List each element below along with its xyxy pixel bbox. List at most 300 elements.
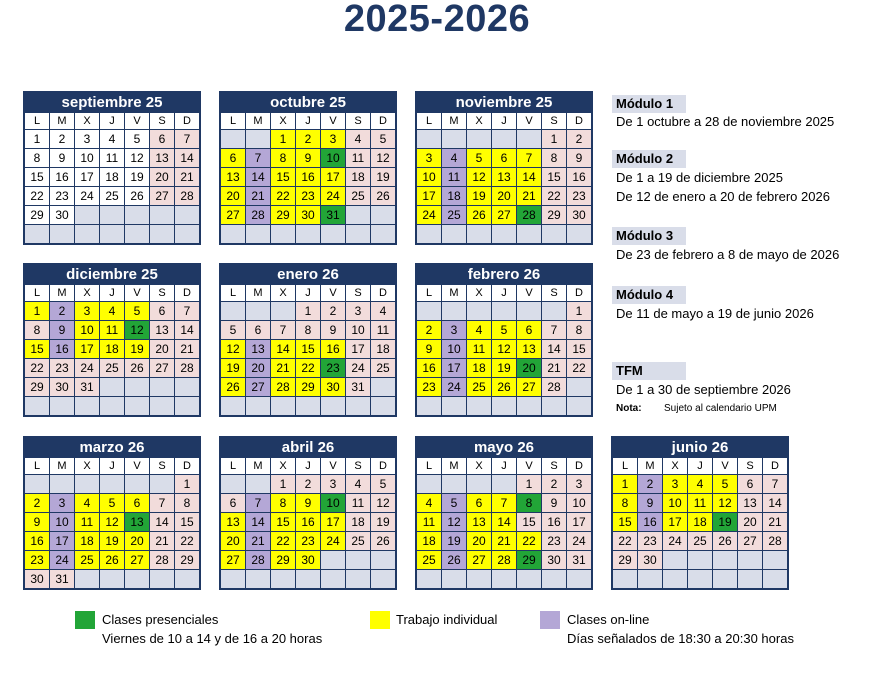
weekday-label: D xyxy=(371,458,395,474)
empty-cell xyxy=(492,397,516,415)
empty-cell xyxy=(296,397,320,415)
day-cell: 4 xyxy=(688,475,712,493)
day-cell: 3 xyxy=(663,475,687,493)
calendar-month xyxy=(219,263,397,417)
legend-swatch-individual xyxy=(370,611,390,629)
month-grid xyxy=(613,458,787,588)
day-cell: 5 xyxy=(492,321,516,339)
month-name: abril 26 xyxy=(221,438,395,458)
day-cell: 19 xyxy=(100,532,124,550)
day-cell: 21 xyxy=(271,359,295,377)
day-cell: 9 xyxy=(296,494,320,512)
day-cell: 8 xyxy=(271,149,295,167)
module-title: TFM xyxy=(612,362,686,380)
day-cell: 8 xyxy=(542,149,566,167)
day-cell: 4 xyxy=(371,302,395,320)
day-cell: 27 xyxy=(246,378,270,396)
day-cell: 17 xyxy=(321,168,345,186)
day-cell: 16 xyxy=(25,532,49,550)
empty-cell xyxy=(75,475,99,493)
day-cell: 11 xyxy=(417,513,441,531)
day-cell: 26 xyxy=(125,359,149,377)
empty-cell xyxy=(271,397,295,415)
day-cell: 2 xyxy=(296,475,320,493)
module-dates: De 1 a 19 de diciembre 2025 xyxy=(616,170,783,185)
day-cell: 21 xyxy=(492,532,516,550)
weekday-label: L xyxy=(417,458,441,474)
day-cell: 29 xyxy=(542,206,566,224)
empty-cell xyxy=(442,302,466,320)
day-cell: 7 xyxy=(175,302,199,320)
day-cell: 26 xyxy=(125,187,149,205)
day-cell: 30 xyxy=(321,378,345,396)
empty-cell xyxy=(271,302,295,320)
weekday-label: S xyxy=(542,113,566,129)
day-cell: 4 xyxy=(100,130,124,148)
empty-cell xyxy=(221,225,245,243)
month-name: marzo 26 xyxy=(25,438,199,458)
day-cell: 21 xyxy=(175,340,199,358)
day-cell: 11 xyxy=(688,494,712,512)
page-title: 2025-2026 xyxy=(343,0,531,40)
weekday-label: X xyxy=(75,113,99,129)
weekday-label: V xyxy=(517,458,541,474)
day-cell: 22 xyxy=(296,359,320,377)
day-cell: 13 xyxy=(246,340,270,358)
day-cell: 2 xyxy=(638,475,662,493)
calendar-month xyxy=(415,436,593,590)
month-name: octubre 25 xyxy=(221,93,395,113)
day-cell: 22 xyxy=(271,532,295,550)
empty-cell xyxy=(175,206,199,224)
day-cell: 17 xyxy=(663,513,687,531)
day-cell: 13 xyxy=(467,513,491,531)
day-cell: 17 xyxy=(417,187,441,205)
weekday-label: V xyxy=(517,285,541,301)
weekday-label: M xyxy=(246,458,270,474)
empty-cell xyxy=(492,302,516,320)
weekday-label: D xyxy=(567,285,591,301)
empty-cell xyxy=(738,570,762,588)
calendar-month xyxy=(23,436,201,590)
month-grid xyxy=(417,113,591,243)
weekday-label: S xyxy=(346,285,370,301)
calendar-month xyxy=(23,91,201,245)
day-cell: 1 xyxy=(25,130,49,148)
empty-cell xyxy=(75,397,99,415)
weekday-label: X xyxy=(467,285,491,301)
empty-cell xyxy=(346,397,370,415)
weekday-label: D xyxy=(371,113,395,129)
day-cell: 23 xyxy=(296,532,320,550)
day-cell: 7 xyxy=(175,130,199,148)
day-cell: 16 xyxy=(417,359,441,377)
day-cell: 16 xyxy=(50,340,74,358)
empty-cell xyxy=(542,225,566,243)
weekday-label: J xyxy=(492,285,516,301)
day-cell: 20 xyxy=(492,187,516,205)
day-cell: 21 xyxy=(150,532,174,550)
day-cell: 23 xyxy=(296,187,320,205)
day-cell: 2 xyxy=(296,130,320,148)
day-cell: 15 xyxy=(25,168,49,186)
empty-cell xyxy=(75,206,99,224)
empty-cell xyxy=(763,551,787,569)
empty-cell xyxy=(25,397,49,415)
empty-cell xyxy=(175,378,199,396)
day-cell: 6 xyxy=(221,494,245,512)
day-cell: 26 xyxy=(492,378,516,396)
day-cell: 10 xyxy=(321,149,345,167)
empty-cell xyxy=(417,225,441,243)
day-cell: 13 xyxy=(738,494,762,512)
empty-cell xyxy=(517,570,541,588)
weekday-label: D xyxy=(175,285,199,301)
day-cell: 11 xyxy=(346,494,370,512)
empty-cell xyxy=(492,570,516,588)
day-cell: 12 xyxy=(492,340,516,358)
day-cell: 4 xyxy=(346,475,370,493)
weekday-label: J xyxy=(492,458,516,474)
empty-cell xyxy=(25,225,49,243)
day-cell: 27 xyxy=(221,551,245,569)
day-cell: 25 xyxy=(75,551,99,569)
empty-cell xyxy=(150,570,174,588)
day-cell: 13 xyxy=(221,168,245,186)
day-cell: 18 xyxy=(417,532,441,550)
weekday-label: L xyxy=(221,458,245,474)
empty-cell xyxy=(221,130,245,148)
weekday-label: M xyxy=(50,113,74,129)
empty-cell xyxy=(175,225,199,243)
day-cell: 24 xyxy=(346,359,370,377)
day-cell: 7 xyxy=(271,321,295,339)
weekday-label: L xyxy=(417,285,441,301)
empty-cell xyxy=(442,570,466,588)
day-cell: 19 xyxy=(713,513,737,531)
empty-cell xyxy=(125,378,149,396)
day-cell: 23 xyxy=(417,378,441,396)
day-cell: 22 xyxy=(25,359,49,377)
day-cell: 3 xyxy=(346,302,370,320)
empty-cell xyxy=(638,570,662,588)
day-cell: 26 xyxy=(713,532,737,550)
empty-cell xyxy=(150,206,174,224)
empty-cell xyxy=(100,206,124,224)
day-cell: 22 xyxy=(613,532,637,550)
day-cell: 29 xyxy=(517,551,541,569)
day-cell: 29 xyxy=(613,551,637,569)
day-cell: 10 xyxy=(321,494,345,512)
empty-cell xyxy=(246,570,270,588)
day-cell: 26 xyxy=(371,187,395,205)
day-cell: 1 xyxy=(296,302,320,320)
day-cell: 30 xyxy=(50,378,74,396)
module-title: Módulo 2 xyxy=(612,150,686,168)
day-cell: 18 xyxy=(442,187,466,205)
weekday-label: J xyxy=(100,458,124,474)
day-cell: 16 xyxy=(638,513,662,531)
weekday-label: J xyxy=(492,113,516,129)
weekday-label: X xyxy=(271,458,295,474)
empty-cell xyxy=(246,475,270,493)
empty-cell xyxy=(50,225,74,243)
empty-cell xyxy=(296,225,320,243)
empty-cell xyxy=(442,225,466,243)
day-cell: 25 xyxy=(371,359,395,377)
weekday-label: L xyxy=(25,285,49,301)
day-cell: 8 xyxy=(25,149,49,167)
day-cell: 13 xyxy=(150,149,174,167)
month-name: noviembre 25 xyxy=(417,93,591,113)
weekday-label: D xyxy=(175,113,199,129)
day-cell: 4 xyxy=(442,149,466,167)
empty-cell xyxy=(442,130,466,148)
day-cell: 24 xyxy=(663,532,687,550)
weekday-label: L xyxy=(417,113,441,129)
weekday-label: M xyxy=(638,458,662,474)
empty-cell xyxy=(517,130,541,148)
day-cell: 9 xyxy=(50,321,74,339)
day-cell: 2 xyxy=(321,302,345,320)
weekday-label: D xyxy=(567,113,591,129)
day-cell: 29 xyxy=(25,206,49,224)
empty-cell xyxy=(738,551,762,569)
empty-cell xyxy=(417,570,441,588)
empty-cell xyxy=(492,475,516,493)
day-cell: 21 xyxy=(542,359,566,377)
month-grid xyxy=(417,285,591,415)
day-cell: 30 xyxy=(50,206,74,224)
day-cell: 10 xyxy=(50,513,74,531)
day-cell: 19 xyxy=(371,513,395,531)
day-cell: 11 xyxy=(100,149,124,167)
day-cell: 6 xyxy=(517,321,541,339)
day-cell: 28 xyxy=(175,359,199,377)
day-cell: 20 xyxy=(221,532,245,550)
day-cell: 11 xyxy=(467,340,491,358)
day-cell: 24 xyxy=(75,187,99,205)
weekday-label: V xyxy=(125,285,149,301)
day-cell: 30 xyxy=(542,551,566,569)
weekday-label: L xyxy=(25,113,49,129)
month-name: febrero 26 xyxy=(417,265,591,285)
day-cell: 18 xyxy=(100,168,124,186)
day-cell: 9 xyxy=(50,149,74,167)
empty-cell xyxy=(321,225,345,243)
day-cell: 10 xyxy=(75,149,99,167)
day-cell: 12 xyxy=(713,494,737,512)
day-cell: 29 xyxy=(271,206,295,224)
empty-cell xyxy=(567,397,591,415)
day-cell: 25 xyxy=(467,378,491,396)
day-cell: 19 xyxy=(371,168,395,186)
day-cell: 20 xyxy=(738,513,762,531)
empty-cell xyxy=(567,378,591,396)
day-cell: 10 xyxy=(75,321,99,339)
day-cell: 2 xyxy=(542,475,566,493)
day-cell: 23 xyxy=(567,187,591,205)
month-grid xyxy=(417,458,591,588)
day-cell: 15 xyxy=(175,513,199,531)
weekday-label: S xyxy=(346,458,370,474)
month-name: enero 26 xyxy=(221,265,395,285)
empty-cell xyxy=(125,475,149,493)
day-cell: 30 xyxy=(296,551,320,569)
empty-cell xyxy=(371,570,395,588)
day-cell: 21 xyxy=(517,187,541,205)
day-cell: 22 xyxy=(271,187,295,205)
weekday-label: L xyxy=(221,113,245,129)
empty-cell xyxy=(246,225,270,243)
weekday-label: M xyxy=(246,285,270,301)
day-cell: 5 xyxy=(125,302,149,320)
calendar-month xyxy=(23,263,201,417)
empty-cell xyxy=(542,302,566,320)
day-cell: 27 xyxy=(467,551,491,569)
day-cell: 30 xyxy=(567,206,591,224)
day-cell: 25 xyxy=(100,187,124,205)
day-cell: 6 xyxy=(492,149,516,167)
day-cell: 14 xyxy=(492,513,516,531)
day-cell: 4 xyxy=(346,130,370,148)
empty-cell xyxy=(763,570,787,588)
day-cell: 20 xyxy=(150,168,174,186)
day-cell: 17 xyxy=(75,168,99,186)
day-cell: 23 xyxy=(638,532,662,550)
day-cell: 3 xyxy=(75,130,99,148)
day-cell: 25 xyxy=(346,187,370,205)
day-cell: 12 xyxy=(221,340,245,358)
empty-cell xyxy=(321,397,345,415)
day-cell: 28 xyxy=(246,206,270,224)
day-cell: 25 xyxy=(417,551,441,569)
day-cell: 27 xyxy=(125,551,149,569)
day-cell: 16 xyxy=(567,168,591,186)
weekday-label: X xyxy=(467,458,491,474)
empty-cell xyxy=(467,570,491,588)
day-cell: 18 xyxy=(346,513,370,531)
day-cell: 25 xyxy=(100,359,124,377)
day-cell: 7 xyxy=(246,149,270,167)
day-cell: 15 xyxy=(296,340,320,358)
empty-cell xyxy=(467,225,491,243)
day-cell: 17 xyxy=(50,532,74,550)
day-cell: 19 xyxy=(442,532,466,550)
day-cell: 1 xyxy=(542,130,566,148)
day-cell: 8 xyxy=(271,494,295,512)
day-cell: 20 xyxy=(150,340,174,358)
day-cell: 11 xyxy=(346,149,370,167)
weekday-label: S xyxy=(150,113,174,129)
day-cell: 15 xyxy=(271,168,295,186)
day-cell: 14 xyxy=(175,321,199,339)
day-cell: 18 xyxy=(100,340,124,358)
day-cell: 28 xyxy=(542,378,566,396)
empty-cell xyxy=(417,130,441,148)
day-cell: 31 xyxy=(50,570,74,588)
empty-cell xyxy=(417,302,441,320)
day-cell: 24 xyxy=(321,187,345,205)
day-cell: 2 xyxy=(25,494,49,512)
day-cell: 20 xyxy=(467,532,491,550)
day-cell: 25 xyxy=(346,532,370,550)
day-cell: 4 xyxy=(417,494,441,512)
empty-cell xyxy=(125,570,149,588)
day-cell: 28 xyxy=(175,187,199,205)
day-cell: 23 xyxy=(50,359,74,377)
module-title: Módulo 3 xyxy=(612,227,686,245)
day-cell: 3 xyxy=(75,302,99,320)
empty-cell xyxy=(417,475,441,493)
empty-cell xyxy=(346,551,370,569)
weekday-label: L xyxy=(25,458,49,474)
empty-cell xyxy=(688,570,712,588)
weekday-label: V xyxy=(125,113,149,129)
day-cell: 12 xyxy=(371,494,395,512)
empty-cell xyxy=(467,475,491,493)
day-cell: 12 xyxy=(125,321,149,339)
module-title: Módulo 4 xyxy=(612,286,686,304)
day-cell: 11 xyxy=(371,321,395,339)
calendar-month xyxy=(611,436,789,590)
empty-cell xyxy=(542,397,566,415)
day-cell: 9 xyxy=(542,494,566,512)
day-cell: 31 xyxy=(75,378,99,396)
empty-cell xyxy=(175,397,199,415)
day-cell: 28 xyxy=(271,378,295,396)
weekday-label: M xyxy=(246,113,270,129)
empty-cell xyxy=(346,206,370,224)
calendar-month xyxy=(219,436,397,590)
weekday-label: X xyxy=(75,458,99,474)
day-cell: 10 xyxy=(663,494,687,512)
empty-cell xyxy=(50,397,74,415)
day-cell: 28 xyxy=(763,532,787,550)
day-cell: 27 xyxy=(150,359,174,377)
empty-cell xyxy=(467,130,491,148)
weekday-label: M xyxy=(442,285,466,301)
empty-cell xyxy=(100,378,124,396)
day-cell: 23 xyxy=(50,187,74,205)
day-cell: 7 xyxy=(246,494,270,512)
day-cell: 9 xyxy=(567,149,591,167)
day-cell: 2 xyxy=(50,302,74,320)
day-cell: 14 xyxy=(517,168,541,186)
day-cell: 16 xyxy=(296,168,320,186)
day-cell: 30 xyxy=(638,551,662,569)
day-cell: 4 xyxy=(467,321,491,339)
empty-cell xyxy=(517,302,541,320)
day-cell: 20 xyxy=(517,359,541,377)
day-cell: 19 xyxy=(221,359,245,377)
empty-cell xyxy=(663,551,687,569)
day-cell: 27 xyxy=(150,187,174,205)
note-label: Nota: xyxy=(616,403,642,414)
day-cell: 14 xyxy=(542,340,566,358)
day-cell: 19 xyxy=(492,359,516,377)
empty-cell xyxy=(221,302,245,320)
day-cell: 24 xyxy=(442,378,466,396)
empty-cell xyxy=(567,570,591,588)
empty-cell xyxy=(492,130,516,148)
day-cell: 21 xyxy=(246,532,270,550)
weekday-label: J xyxy=(296,458,320,474)
day-cell: 10 xyxy=(346,321,370,339)
day-cell: 8 xyxy=(175,494,199,512)
empty-cell xyxy=(371,225,395,243)
day-cell: 13 xyxy=(221,513,245,531)
